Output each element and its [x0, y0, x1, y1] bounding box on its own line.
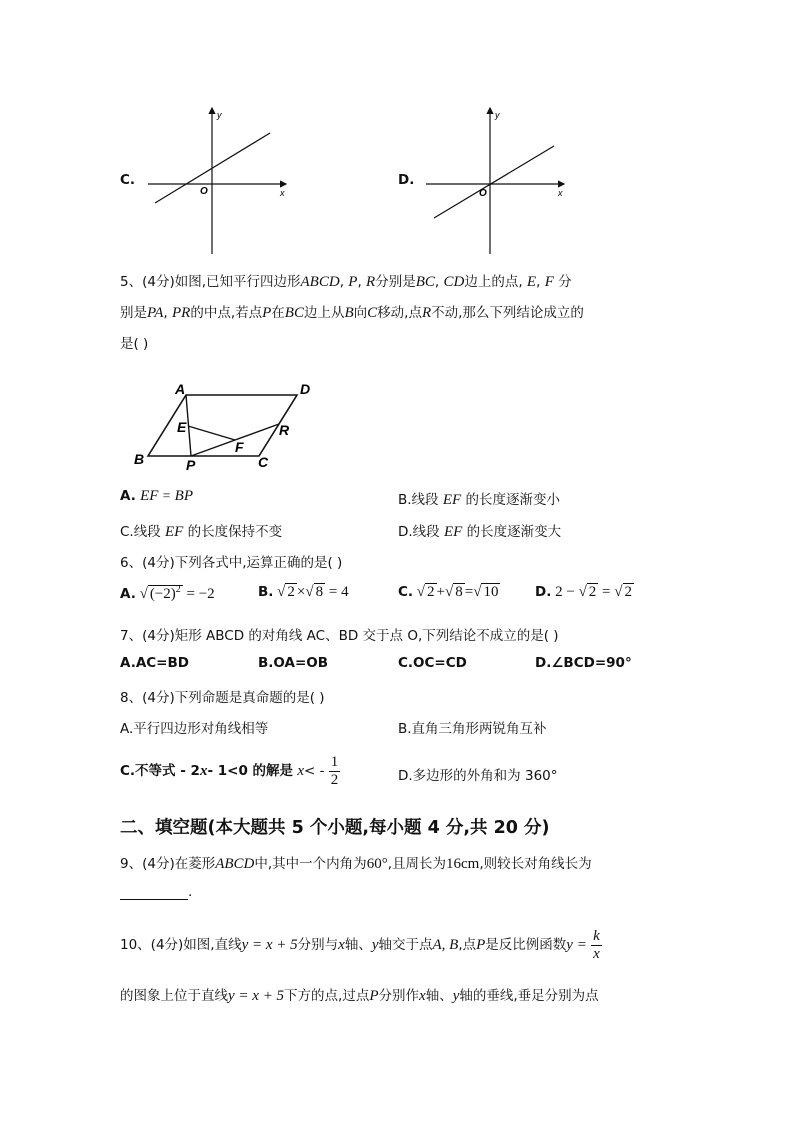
q9-stem: 9、(4分)在菱形ABCD中,其中一个内角为60°,且周长为16cm,则较长对角线长为 [120, 856, 592, 872]
q8-option-c: C.不等式 - 2x- 1<0 的解是 x< - $\frac{1}{2}$ [120, 754, 339, 788]
q8-option-a: A.平行四边形对角线相等 [120, 721, 269, 737]
q5-line1: 5、(4分)如图,已知平行四边形ABCD, P, R分别是BC, CD边上的点, E, F 分 [120, 274, 572, 290]
label-B: B [134, 451, 145, 467]
q6-option-b: B. √ 2 ×√ 8 = 4 [258, 584, 349, 600]
section-2-heading: 二、填空题(本大题共 5 个小题,每小题 4 分,共 20 分) [120, 818, 550, 838]
q10-line2: 的图象上位于直线y = x + 5下方的点,过点P分别作x轴、y轴的垂线,垂足分别为点 [120, 988, 599, 1004]
q5-line2: 别是PA, PR的中点,若点P在BC边上从B向C移动,点R不动,那么下列结论成立的 [120, 305, 584, 321]
label-R: R [279, 422, 290, 438]
q8-option-b: B.直角三角形两锐角互补 [398, 721, 547, 737]
q5-option-d: D.线段 EF 的长度逐渐变大 [398, 524, 562, 540]
x-axis-label: x [280, 188, 285, 198]
label-F: F [235, 439, 244, 455]
q6-stem: 6、(4分)下列各式中,运算正确的是( ) [120, 555, 343, 571]
option-d-label: D. [398, 172, 415, 188]
q6-option-d: D. 2 − √ 2 = √ 2 [535, 584, 632, 600]
q5-line3: 是( ) [120, 336, 149, 352]
y-axis-label: y [217, 110, 222, 120]
q7-option-a: A.AC=BD [120, 655, 189, 671]
label-E: E [177, 419, 187, 435]
origin-label: O [479, 188, 487, 199]
label-C: C [258, 454, 269, 470]
q6-option-c: C. √ 2 +√ 8 =√ 10 [398, 584, 499, 600]
label-A: A [175, 381, 186, 397]
q5-option-a: A. EF = BP [120, 488, 193, 504]
label-P: P [186, 457, 196, 473]
parallelogram-figure [128, 374, 318, 474]
q5-option-c: C.线段 EF 的长度保持不变 [120, 524, 283, 540]
origin-label: O [200, 186, 208, 197]
label-D: D [300, 381, 311, 397]
option-c-label: C. [120, 172, 136, 188]
q7-option-c: C.OC=CD [398, 655, 467, 671]
graph-line [434, 146, 554, 218]
q7-option-b: B.OA=OB [258, 655, 329, 671]
answer-blank[interactable] [120, 885, 188, 900]
q5-option-b: B.线段 EF 的长度逐渐变小 [398, 492, 560, 508]
q10-line1: 10、(4分)如图,直线y = x + 5分别与x轴、y轴交于点A, B,点P是反比例函数y = $\frac{k}{x}$ [120, 928, 600, 962]
x-axis-label: x [558, 188, 563, 198]
option-c-graph [140, 100, 300, 260]
q8-stem: 8、(4分)下列命题是真命题的是( ) [120, 690, 325, 706]
q7-option-d: D.∠BCD=90° [535, 655, 632, 671]
q7-stem: 7、(4分)矩形 ABCD 的对角线 AC、BD 交于点 O,下列结论不成立的是( ) [120, 628, 559, 644]
y-axis-label: y [495, 110, 500, 120]
q6-option-a: A. √ $(-2)^2 = -2$ [120, 584, 215, 602]
q8-option-d: D.多边形的外角和为 360° [398, 768, 558, 784]
q9-answer-line: . [120, 884, 192, 900]
option-d-graph [418, 100, 578, 260]
